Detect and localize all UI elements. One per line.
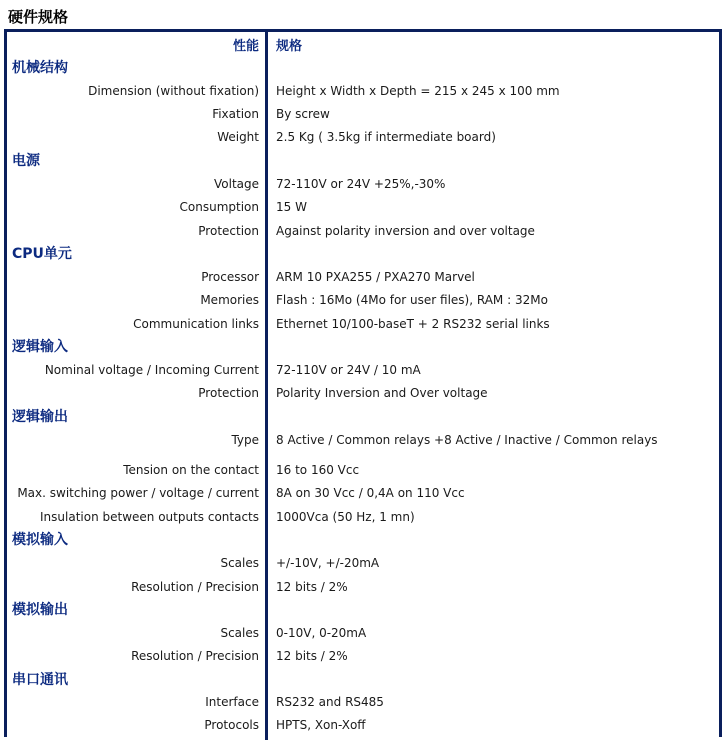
row-label: Max. switching power / voltage / current	[17, 486, 259, 500]
row-label: Voltage	[213, 177, 259, 191]
row-label: Interface	[205, 695, 259, 709]
table-row	[0, 714, 726, 736]
row-label: Resolution / Precision	[131, 649, 259, 663]
row-value: 15 W	[276, 200, 307, 214]
table-row	[0, 196, 726, 218]
table-row	[0, 645, 726, 667]
table-row	[0, 359, 726, 381]
row-value: Against polarity inversion and over voltage	[276, 224, 535, 238]
section-title: 逻辑输出	[12, 409, 68, 425]
table-row	[0, 576, 726, 598]
row-label: Type	[231, 433, 259, 447]
table-row	[0, 266, 726, 288]
row-label: Scales	[220, 556, 259, 570]
section-title: 机械结构	[12, 60, 68, 76]
table-row	[0, 220, 726, 242]
table-row	[0, 506, 726, 528]
row-value: 12 bits / 2%	[276, 649, 348, 663]
row-label: Processor	[201, 270, 259, 284]
row-value: 1000Vca (50 Hz, 1 mn)	[276, 510, 415, 524]
row-label: Protection	[198, 224, 259, 238]
row-label: Communication links	[133, 317, 259, 331]
row-value: Height x Width x Depth = 215 x 245 x 100 mm	[276, 84, 560, 98]
table-row	[0, 459, 726, 481]
table-row	[0, 622, 726, 644]
table-header	[0, 32, 726, 54]
row-value: 16 to 160 Vcc	[276, 463, 360, 477]
row-label: Weight	[217, 130, 259, 144]
row-label: Fixation	[212, 107, 259, 121]
row-label: Tension on the contact	[123, 463, 259, 477]
row-value: 72-110V or 24V / 10 mA	[276, 363, 421, 377]
section-title: 电源	[12, 153, 40, 169]
table-row	[0, 103, 726, 125]
table-row	[0, 552, 726, 574]
row-label: Consumption	[179, 200, 259, 214]
row-value: Ethernet 10/100-baseT + 2 RS232 serial links	[276, 317, 550, 331]
row-label: Protocols	[204, 718, 259, 732]
table-row	[0, 691, 726, 713]
row-value: ARM 10 PXA255 / PXA270 Marvel	[276, 270, 475, 284]
table-row	[0, 80, 726, 102]
row-value: 0-10V, 0-20mA	[276, 626, 367, 640]
row-label: Insulation between outputs contacts	[40, 510, 259, 524]
table-row	[0, 126, 726, 148]
row-label: Resolution / Precision	[131, 580, 259, 594]
table-row	[0, 313, 726, 335]
row-value: HPTS, Xon-Xoff	[276, 718, 366, 732]
section-title: CPU单元	[12, 246, 72, 262]
table-row	[0, 289, 726, 311]
row-value: Polarity Inversion and Over voltage	[276, 386, 488, 400]
row-value: 12 bits / 2%	[276, 580, 348, 594]
row-value: Flash : 16Mo (4Mo for user files), RAM : 32Mo	[276, 293, 548, 307]
table-row	[0, 482, 726, 504]
row-value: By screw	[276, 107, 330, 121]
header-spec: 规格	[276, 39, 303, 54]
row-value: 2.5 Kg ( 3.5kg if intermediate board)	[276, 130, 496, 144]
row-label: Protection	[198, 386, 259, 400]
section-title: 串口通讯	[12, 672, 68, 688]
page-title: 硬件规格	[8, 8, 69, 26]
table-row	[0, 173, 726, 195]
header-feature: 性能	[232, 39, 259, 54]
table-row	[0, 429, 726, 451]
row-value: RS232 and RS485	[276, 695, 384, 709]
row-label: Dimension (without fixation)	[88, 84, 259, 98]
row-label: Scales	[220, 626, 259, 640]
table-row	[0, 382, 726, 404]
row-value: 8A on 30 Vcc / 0,4A on 110 Vcc	[276, 486, 465, 500]
section-title: 模拟输出	[12, 602, 68, 618]
row-label: Nominal voltage / Incoming Current	[44, 363, 259, 377]
row-value: 72-110V or 24V +25%,-30%	[276, 177, 446, 191]
row-value: +/-10V, +/-20mA	[276, 556, 380, 570]
section-title: 模拟输入	[12, 532, 68, 548]
row-value: 8 Active / Common relays +8 Active / Inactive / Common relays	[276, 433, 658, 447]
section-title: 逻辑输入	[12, 339, 68, 355]
row-label: Memories	[200, 293, 259, 307]
